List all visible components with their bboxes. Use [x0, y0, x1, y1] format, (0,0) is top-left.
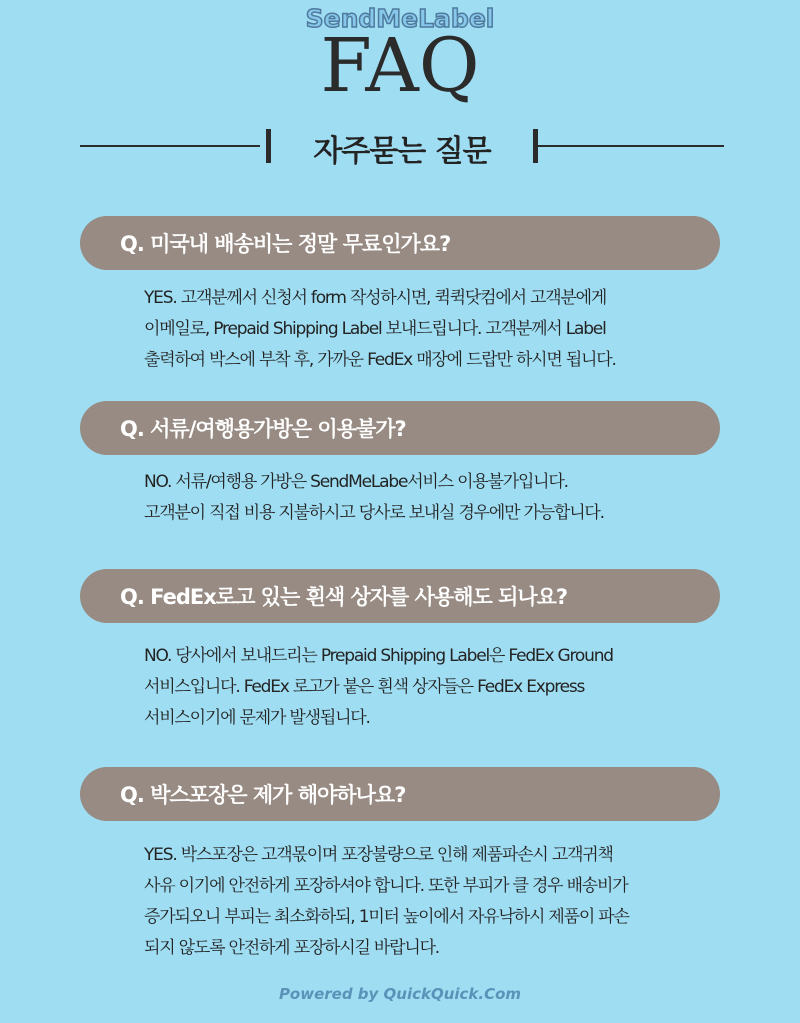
heading-bar-left — [266, 129, 271, 163]
answer-line: 사유 이기에 안전하게 포장하셔야 합니다. 또한 부피가 클 경우 배송비가 — [144, 876, 628, 896]
faq-answer-3 — [144, 641, 744, 734]
answer-line: NO. 당사에서 보내드리는 Prepaid Shipping Label은 FedEx Ground — [144, 646, 613, 666]
faq-question-text: Q. FedEx로고 있는 흰색 상자를 사용해도 되나요? — [120, 585, 568, 609]
faq-question-text: Q. 박스포장은 제가 해야하나요? — [120, 783, 406, 807]
powered-by-footer: Powered by QuickQuick.Com — [278, 985, 522, 1003]
answer-line: 서비스입니다. FedEx 로고가 붙은 흰색 상자들은 FedEx Express — [144, 677, 585, 697]
answer-line: YES. 박스포장은 고객몫이며 포장불량으로 인해 제품파손시 고객귀책 — [144, 845, 613, 865]
faq-question-text: Q. 미국내 배송비는 정말 무료인가요? — [120, 232, 451, 256]
faq-question-1[interactable] — [80, 216, 720, 270]
faq-answer-4 — [144, 840, 744, 964]
answer-line: 되지 않도록 안전하게 포장하시길 바랍니다. — [144, 938, 440, 958]
faq-question-text: Q. 서류/여행용가방은 이용불가? — [120, 417, 406, 441]
brand-logo-text: SendMeLabel — [305, 4, 495, 33]
faq-answer-1 — [144, 283, 744, 376]
answer-line: YES. 고객분께서 신청서 form 작성하시면, 퀵퀵닷컴에서 고객분에게 — [144, 288, 607, 308]
answer-line: 이메일로, Prepaid Shipping Label 보내드립니다. 고객분께서 Label — [144, 319, 606, 339]
section-heading — [80, 124, 724, 168]
section-subtitle: 자주묻는 질문 — [313, 134, 491, 169]
answer-line: 고객분이 직접 비용 지불하시고 당사로 보내실 경우에만 가능합니다. — [144, 503, 604, 523]
faq-answer-2 — [144, 467, 744, 529]
answer-line: NO. 서류/여행용 가방은 SendMeLabe서비스 이용불가입니다. — [144, 472, 568, 492]
heading-rule-right — [536, 145, 724, 147]
faq-question-4[interactable] — [80, 767, 720, 821]
answer-line: 출력하여 박스에 부착 후, 가까운 FedEx 매장에 드랍만 하시면 됩니다. — [144, 350, 616, 370]
page-title: FAQ — [320, 23, 480, 109]
faq-question-2[interactable] — [80, 401, 720, 455]
faq-question-3[interactable] — [80, 569, 720, 623]
answer-line: 증가되오니 부피는 최소화하되, 1미터 높이에서 자유낙하시 제품이 파손 — [144, 907, 629, 927]
answer-line: 서비스이기에 문제가 발생됩니다. — [144, 708, 370, 728]
heading-rule-left — [80, 145, 260, 147]
